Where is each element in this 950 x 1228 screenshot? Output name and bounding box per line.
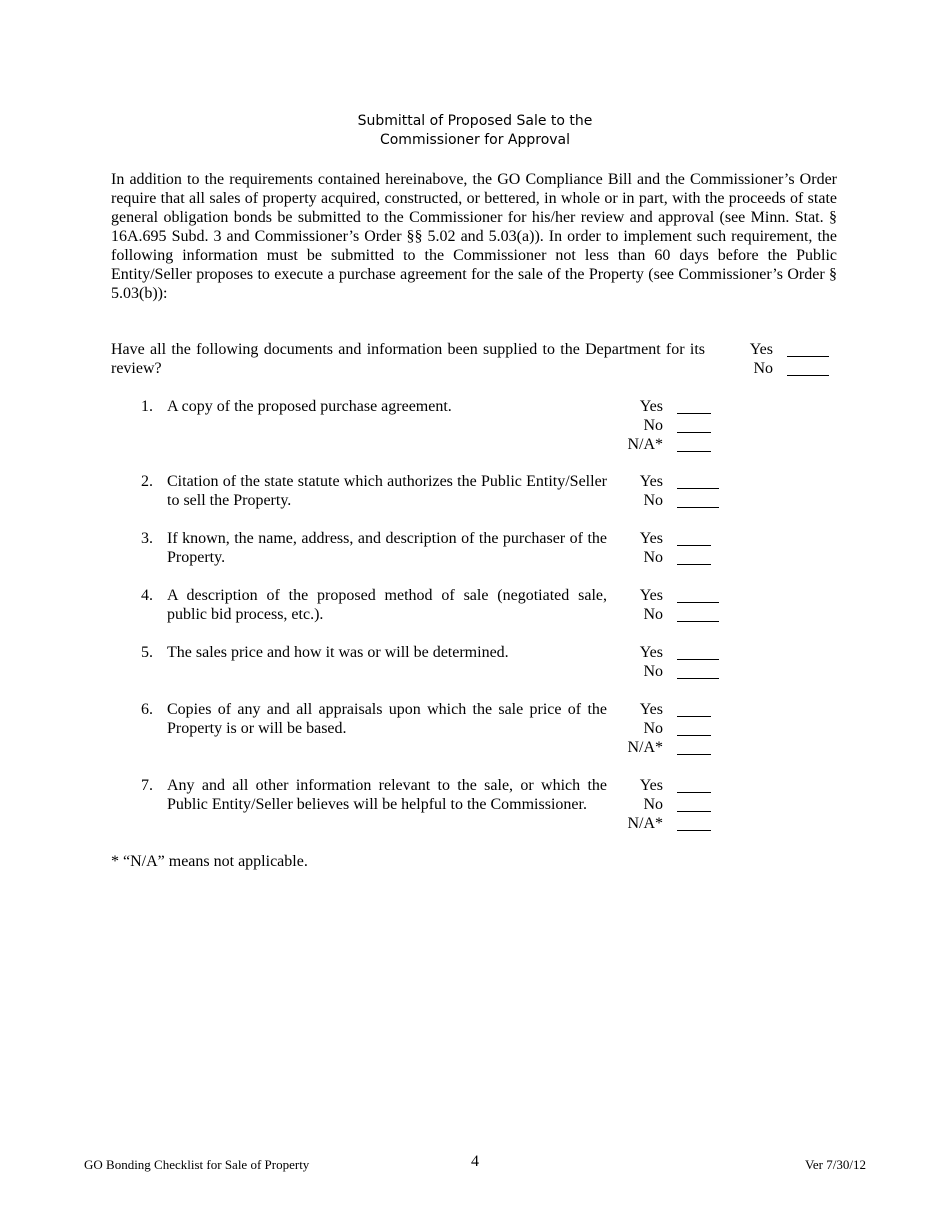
answer-blank[interactable] (677, 792, 711, 793)
answer-row (555, 776, 675, 795)
answer-row (555, 738, 675, 757)
item-number: 1. (141, 398, 153, 415)
item-answers (555, 472, 675, 510)
footer-version: Ver 7/30/12 (804, 1157, 866, 1172)
item-number: 2. (141, 473, 153, 490)
title-line-2: Commissioner for Approval (379, 132, 571, 148)
main-question-answers (705, 340, 825, 378)
answer-label: Yes (639, 777, 663, 794)
answer-blank[interactable] (677, 754, 711, 755)
answer-label: Yes (639, 473, 663, 490)
answer-row (705, 340, 825, 359)
item-text: The sales price and how it was or will be determined. (167, 644, 509, 661)
item-text: A copy of the proposed purchase agreement. (167, 398, 452, 415)
answer-blank[interactable] (677, 451, 711, 452)
item-number: 3. (141, 530, 153, 547)
main-question: Have all the following documents and information been supplied to the Department for its review? (111, 341, 705, 377)
answer-label: Yes (749, 341, 773, 358)
answer-label: No (643, 796, 663, 813)
answer-row (555, 719, 675, 738)
item-number: 4. (141, 587, 153, 604)
answer-row (705, 359, 825, 378)
item-answers (555, 700, 675, 757)
answer-row (555, 586, 675, 605)
item-text: A description of the proposed method of sale (negotiated sale, public bid process, etc.). (167, 587, 607, 623)
item-number: 7. (141, 777, 153, 794)
item-number: 6. (141, 701, 153, 718)
intro-paragraph: In addition to the requirements contained hereinabove, the GO Compliance Bill and the Commissioner’s Order require that all sales of property acquired, constructed, or bettered, in whole or in part, with the proceeds of state general obligation bonds be submitted to the Commissioner for his/her review and approval (see Minn. Stat. § 16A.695 Subd. 3 and Commissioner’s Order §§ 5.02 and 5.03(a)). In order to implement such requirement, the following information must be submitted to the Commissioner not less than 60 days before the Public Entity/Seller proposes to execute a purchase agreement for the sale of the Property (see Commissioner’s Order § 5.03(b)): (111, 171, 837, 302)
answer-row (555, 814, 675, 833)
answer-row (555, 397, 675, 416)
answer-row (555, 700, 675, 719)
item-answers (555, 643, 675, 681)
item-answers (555, 586, 675, 624)
answer-blank[interactable] (677, 678, 719, 679)
item-answers (555, 776, 675, 833)
answer-label: Yes (639, 701, 663, 718)
item-text: Any and all other information relevant to the sale, or which the Public Entity/Seller believes will be helpful to the Commissioner. (167, 777, 607, 813)
item-answers (555, 397, 675, 454)
answer-row (555, 435, 675, 454)
answer-blank[interactable] (677, 545, 711, 546)
page-footer (0, 1152, 950, 1172)
answer-blank[interactable] (677, 413, 711, 414)
answer-row (555, 605, 675, 624)
footnote: * “N/A” means not applicable. (111, 853, 308, 870)
answer-blank[interactable] (677, 621, 719, 622)
answer-blank[interactable] (677, 830, 711, 831)
answer-label: No (643, 663, 663, 680)
answer-row (555, 529, 675, 548)
answer-label: Yes (639, 644, 663, 661)
answer-label: N/A* (627, 815, 663, 832)
answer-blank[interactable] (677, 602, 719, 603)
answer-label: N/A* (627, 436, 663, 453)
answer-row (555, 472, 675, 491)
answer-label: No (643, 492, 663, 509)
answer-label: No (643, 720, 663, 737)
answer-blank[interactable] (677, 716, 711, 717)
answer-row (555, 491, 675, 510)
answer-blank[interactable] (787, 375, 829, 376)
page-number: 4 (471, 1153, 479, 1170)
answer-label: No (753, 360, 773, 377)
answer-blank[interactable] (787, 356, 829, 357)
answer-row (555, 416, 675, 435)
answer-row (555, 643, 675, 662)
answer-label: N/A* (627, 739, 663, 756)
answer-row (555, 548, 675, 567)
answer-label: Yes (639, 398, 663, 415)
page-title (0, 112, 950, 150)
item-text: Copies of any and all appraisals upon which the sale price of the Property is or will be based. (167, 701, 607, 737)
footer-document-title: GO Bonding Checklist for Sale of Property (84, 1157, 310, 1172)
answer-row (555, 795, 675, 814)
answer-blank[interactable] (677, 735, 711, 736)
answer-blank[interactable] (677, 432, 711, 433)
answer-label: No (643, 606, 663, 623)
answer-label: No (643, 549, 663, 566)
item-text: Citation of the state statute which authorizes the Public Entity/Seller to sell the Property. (167, 473, 607, 509)
answer-blank[interactable] (677, 507, 719, 508)
item-answers (555, 529, 675, 567)
answer-blank[interactable] (677, 488, 719, 489)
answer-label: Yes (639, 587, 663, 604)
item-number: 5. (141, 644, 153, 661)
item-text: If known, the name, address, and description of the purchaser of the Property. (167, 530, 607, 566)
answer-blank[interactable] (677, 811, 711, 812)
answer-blank[interactable] (677, 564, 711, 565)
title-line-1: Submittal of Proposed Sale to the (357, 113, 593, 129)
answer-blank[interactable] (677, 659, 719, 660)
answer-row (555, 662, 675, 681)
answer-label: Yes (639, 530, 663, 547)
answer-label: No (643, 417, 663, 434)
